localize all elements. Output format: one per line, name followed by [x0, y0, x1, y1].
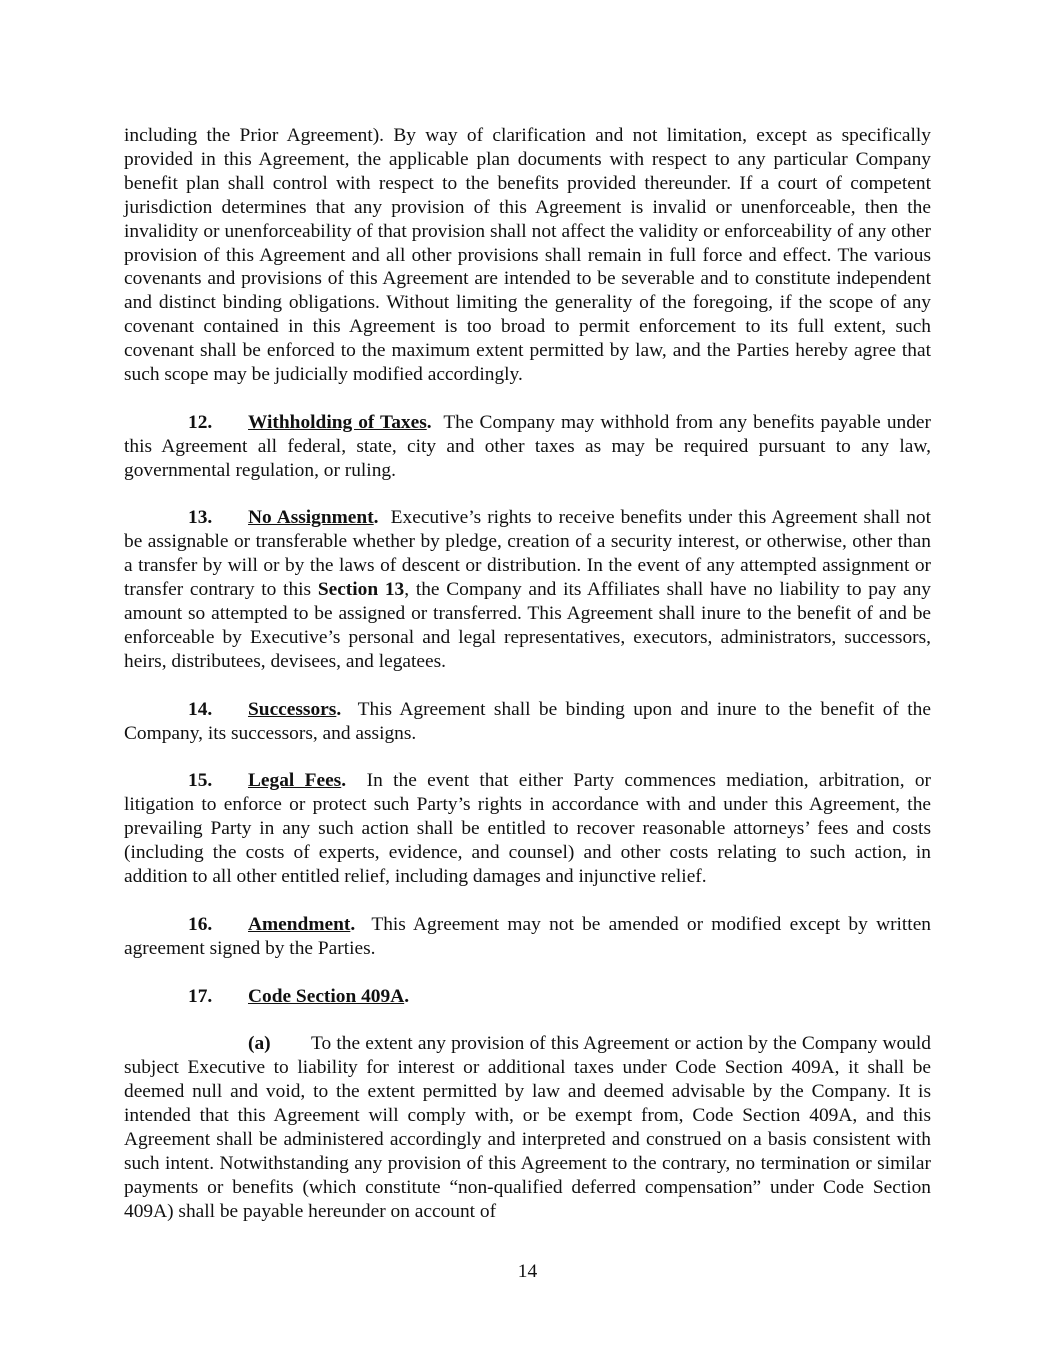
continuation-paragraph: including the Prior Agreement). By way of clarification and not limitation, except as specifically provided in this Agreement, the applicable plan documents with respect to any particular Company benefit plan shall control with respect to the benefits provided thereunder. If a court of competent jurisdiction determines that any provision of this Agreement is invalid or unenforceable, then the invalidity or unenforceability of that provision shall not affect the validity or enforceability of any other provision of this Agreement and all other provisions shall remain in full force and effect. The various covenants and provisions of this Agreement are intended to be severable and to constitute independent and distinct binding obligations. Without limiting the generality of the foregoing, if the scope of any covenant contained in this Agreement is too broad to permit enforcement to its full extent, such covenant shall be enforced to the maximum extent permitted by law, and the Parties hereby agree that such scope may be judicially modified accordingly.: [124, 125, 931, 386]
section-heading: Amendment: [248, 913, 351, 935]
heading-period: .: [341, 770, 347, 792]
section-17: [124, 985, 931, 1009]
subsection-text: To the extent any provision of this Agreement or action by the Company would subject Executive to liability for interest or additional taxes under Code Section 409A, it shall be deemed null and void, to the extent permitted by law and deemed advisable by the Company. It is intended that this Agreement will comply with, or be exempt from, Code Section 409A, and this Agreement shall be administered accordingly and interpreted and construed on a basis consistent with such intent. Notwithstanding any provision of this Agreement to the contrary, no termination or similar payments or benefits (which constitute “non-qualified deferred compensation” under Code Section 409A) shall be payable hereunder on account of: [124, 1033, 931, 1222]
section-text: In the event that either Party commences mediation, arbitration, or litigation to enforce or protect such Party’s rights in accordance with and under this Agreement, the prevailing Party in any such action shall be entitled to recover reasonable attorneys’ fees and costs (including the costs of experts, evidence, and counsel) and other costs relating to such action, in addition to all other entitled relief, including damages and injunctive relief.: [124, 770, 931, 888]
section-number: 17.: [188, 985, 213, 1007]
section-number: 13.: [188, 507, 213, 529]
section-heading: Withholding of Taxes: [248, 411, 427, 433]
page-number: 14: [517, 1261, 538, 1282]
section-number: 15.: [188, 770, 213, 792]
section-text: The Company may withhold from any benefits payable under this Agreement all federal, state, city and other taxes as may be required pursuant to any law, governmental regulation, or ruling.: [124, 411, 931, 481]
heading-period: .: [350, 913, 356, 935]
section-14: [124, 698, 931, 746]
section-text: Executive’s rights to receive benefits under this Agreement shall not be assignable or transferable whether by pledge, creation of a security interest, or otherwise, other than a transfer by will or by the laws of descent or distribution. In the event of any attempted assignment or transfer contrary to this: [124, 507, 931, 601]
section-heading: Code Section 409A: [248, 985, 405, 1007]
section-text: This Agreement shall be binding upon and inure to the benefit of the Company, its successors, and assigns.: [124, 698, 931, 744]
section-text: This Agreement may not be amended or modified except by written agreement signed by the Parties.: [124, 913, 931, 959]
section-reference: Section 13: [317, 579, 405, 601]
subsection-label: (a): [248, 1033, 271, 1055]
heading-period: .: [373, 507, 379, 529]
section-heading: Successors: [248, 698, 337, 720]
section-15: [124, 769, 931, 889]
document-page: [124, 124, 931, 1224]
section-heading: Legal Fees: [248, 770, 342, 792]
heading-period: .: [336, 698, 342, 720]
section-heading: No Assignment: [248, 507, 374, 529]
section-12: [124, 411, 931, 483]
section-17-a: [124, 1032, 931, 1223]
heading-period: .: [404, 985, 410, 1007]
section-text-continued: , the Company and its Affiliates shall have no liability to pay any amount so attempted to be assigned or transferred. This Agreement shall inure to the benefit of and be enforceable by Executive’s personal and legal representatives, executors, administrators, successors, heirs, distributees, devisees, and legatees.: [124, 579, 931, 672]
section-13: [124, 506, 931, 673]
section-number: 14.: [188, 698, 213, 720]
heading-period: .: [426, 411, 432, 433]
section-16: [124, 913, 931, 961]
section-number: 12.: [188, 411, 213, 433]
section-number: 16.: [188, 913, 213, 935]
